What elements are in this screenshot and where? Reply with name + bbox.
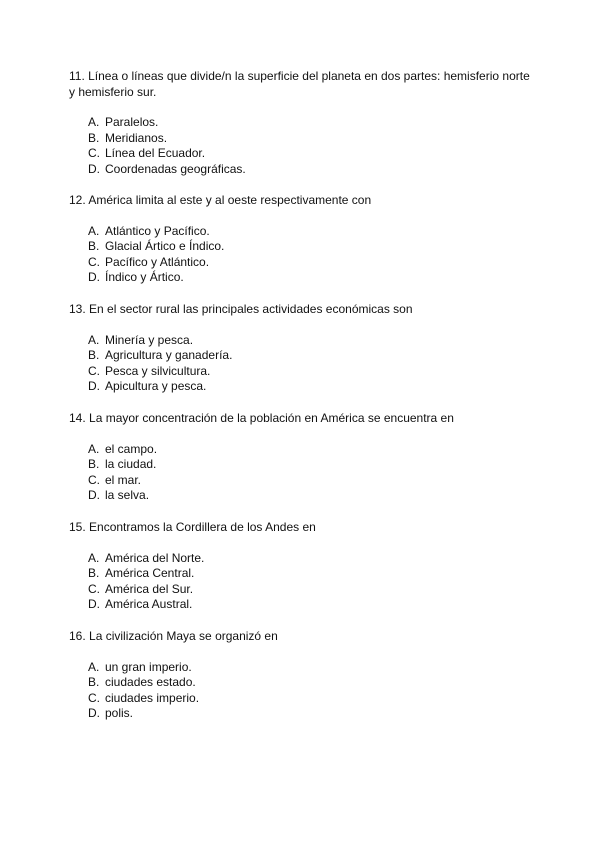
option-text: la selva.	[105, 488, 150, 502]
question-11	[69, 69, 539, 177]
question-15	[69, 520, 539, 613]
question-text: 15. Encontramos la Cordillera de los Andes en	[69, 520, 316, 534]
option-letter: C.	[88, 363, 100, 378]
option-letter: D.	[88, 379, 100, 393]
option-letter: A.	[88, 115, 100, 129]
option-letter: B.	[88, 348, 100, 362]
question-14	[69, 411, 539, 504]
option-text: Apicultura y pesca.	[105, 379, 207, 393]
option-a	[88, 224, 539, 240]
option-d	[88, 488, 539, 504]
option-a	[88, 333, 539, 349]
option-letter: D.	[88, 597, 100, 611]
option-text: el mar.	[105, 472, 142, 487]
option-list	[69, 551, 539, 613]
option-c	[88, 582, 539, 598]
option-a	[88, 442, 539, 458]
option-a	[88, 660, 539, 676]
option-text: Paralelos.	[105, 115, 159, 129]
question-16	[69, 629, 539, 722]
option-letter: D.	[88, 161, 100, 176]
option-text: América del Norte.	[105, 550, 205, 565]
option-letter: C.	[88, 146, 100, 160]
option-c	[88, 364, 539, 380]
option-text: Glacial Ártico e Índico.	[105, 239, 225, 253]
option-text: Coordenadas geográficas.	[105, 161, 246, 176]
option-letter: A.	[88, 223, 100, 238]
option-a	[88, 115, 539, 131]
option-list	[69, 115, 539, 177]
option-d	[88, 379, 539, 395]
option-c	[88, 691, 539, 707]
question-12	[69, 193, 539, 286]
option-letter: A.	[88, 441, 100, 456]
option-b	[88, 131, 539, 147]
option-letter: A.	[88, 659, 100, 674]
question-text: 12. América limita al este y al oeste respectivamente con	[69, 193, 372, 207]
option-letter: A.	[88, 332, 100, 347]
option-a	[88, 551, 539, 567]
option-text: la ciudad.	[105, 457, 157, 471]
option-letter: B.	[88, 457, 100, 471]
option-c	[88, 473, 539, 489]
option-letter: B.	[88, 239, 100, 253]
option-letter: D.	[88, 706, 100, 720]
option-letter: B.	[88, 675, 100, 689]
option-text: Atlántico y Pacífico.	[105, 223, 210, 238]
option-c	[88, 146, 539, 162]
option-d	[88, 706, 539, 722]
option-text: el campo.	[105, 441, 158, 456]
option-letter: C.	[88, 472, 100, 487]
option-list	[69, 333, 539, 395]
option-letter: B.	[88, 130, 100, 145]
option-b	[88, 675, 539, 691]
option-letter: A.	[88, 550, 100, 565]
question-13	[69, 302, 539, 395]
option-text: polis.	[105, 706, 134, 720]
option-letter: C.	[88, 690, 100, 705]
option-d	[88, 270, 539, 286]
option-letter: C.	[88, 254, 100, 269]
option-list	[69, 660, 539, 722]
option-b	[88, 566, 539, 582]
question-text: 11. Línea o líneas que divide/n la superficie del planeta en dos partes: hemisferio norte y hemisferio sur.	[69, 69, 530, 99]
option-d	[88, 597, 539, 613]
option-text: Línea del Ecuador.	[105, 146, 206, 160]
question-text: 14. La mayor concentración de la población en América se encuentra en	[69, 411, 454, 425]
option-d	[88, 162, 539, 178]
option-letter: B.	[88, 566, 100, 580]
option-text: un gran imperio.	[105, 659, 192, 674]
option-text: América del Sur.	[105, 581, 194, 596]
option-text: ciudades estado.	[105, 675, 196, 689]
option-text: Índico y Ártico.	[105, 270, 184, 284]
option-text: ciudades imperio.	[105, 690, 200, 705]
option-letter: C.	[88, 581, 100, 596]
option-letter: D.	[88, 270, 100, 284]
question-text: 13. En el sector rural las principales actividades económicas son	[69, 302, 413, 316]
option-text: América Austral.	[105, 597, 193, 611]
option-text: Pesca y silvicultura.	[105, 363, 211, 378]
option-text: Agricultura y ganadería.	[105, 348, 233, 362]
option-c	[88, 255, 539, 271]
option-b	[88, 348, 539, 364]
option-text: Minería y pesca.	[105, 332, 194, 347]
option-list	[69, 442, 539, 504]
option-text: Pacífico y Atlántico.	[105, 254, 210, 269]
question-text: 16. La civilización Maya se organizó en	[69, 629, 278, 643]
option-list	[69, 224, 539, 286]
option-text: Meridianos.	[105, 130, 168, 145]
option-letter: D.	[88, 488, 100, 502]
option-text: América Central.	[105, 566, 195, 580]
option-b	[88, 239, 539, 255]
option-b	[88, 457, 539, 473]
